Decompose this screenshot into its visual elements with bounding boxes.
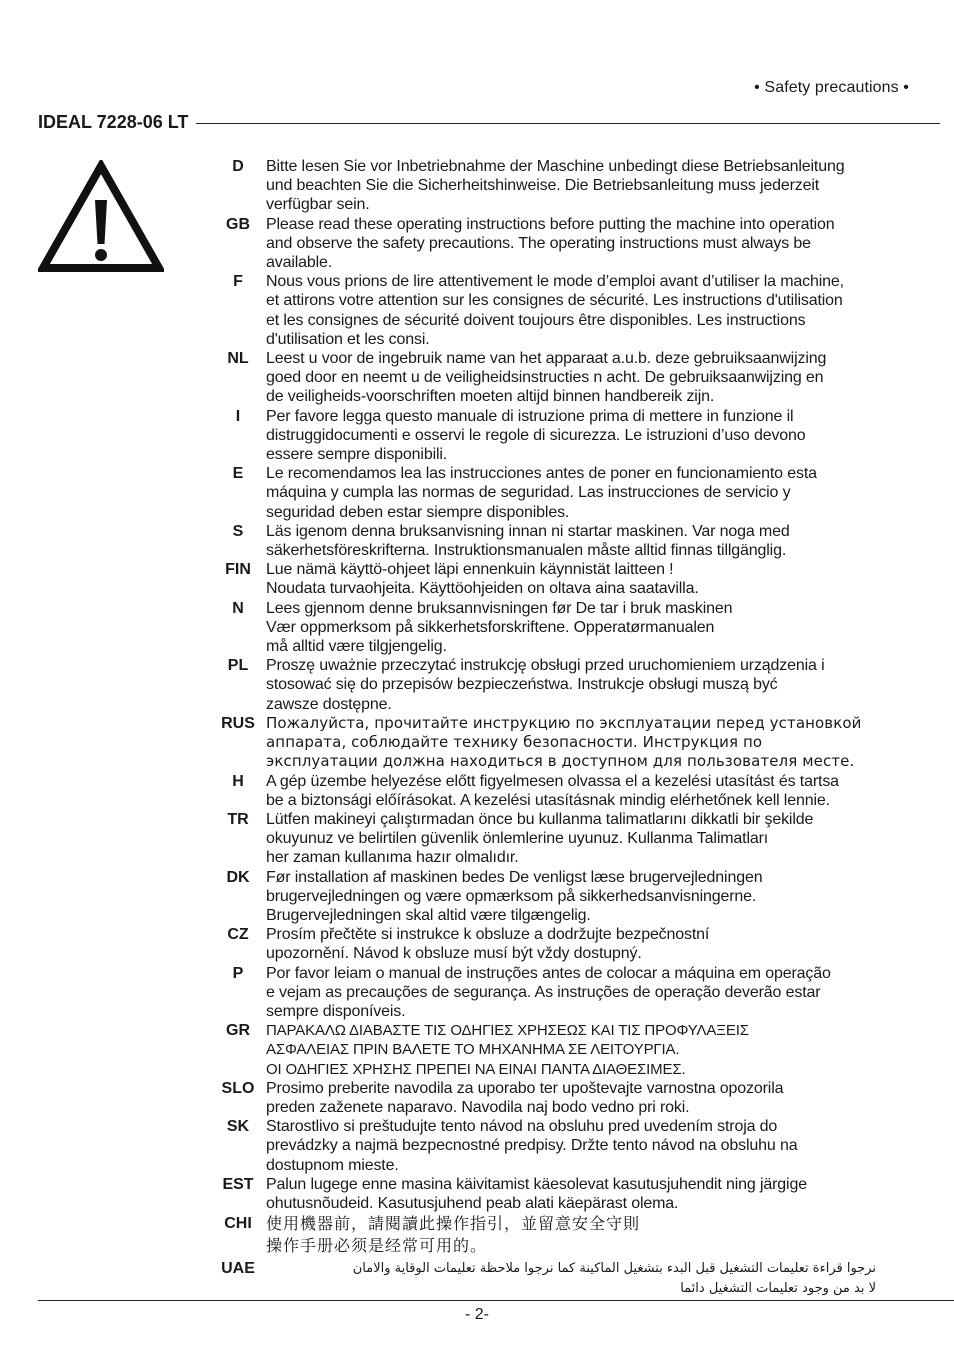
language-code: TR — [227, 810, 249, 828]
language-code: CZ — [227, 926, 249, 944]
instruction-text: Please read these operating instructions before putting the machine into operation and observe the safety precautions. The operating instructions must always be available. — [266, 215, 835, 272]
language-code: RUS — [221, 714, 255, 732]
instruction-text: Lue nämä käyttö-ohjeet läpi ennenkuin käynnistät laitteen ! Noudata turvaohjeita. Käyttöohjeiden on oltava aina saatavilla. — [266, 561, 699, 598]
instruction-text: ΠΑΡΑΚΑΛΩ ΔΙΑΒΑΣΤΕ ΤΙΣ ΟΔΗΓΙΕΣ ΧΡΗΣΕΩΣ ΚΑΙ ΤΙΣ ΠΡΟΦΥΛΑΞΕΙΣ ΑΣΦΑΛΕΙΑΣ ΠΡΙΝ ΒΑΛΕΤΕ ΤΟ ΜΗΧΑΝΗΜΑ ΣΕ ΛΕΙΤΟΥΡΓΙΑ. ΟΙ ΟΔΗΓΙΕΣ ΧΡΗΣΗΣ ΠΡΕΠΕΙ ΝΑ ΕΙΝΑΙ ΠΑΝΤΑ ΔΙΑΘΕΣΙΜΕΣ. — [266, 1022, 749, 1078]
instruction-text: Proszę uważnie przeczytać instrukcję obsługi przed uruchomieniem urządzenia i stosować się do przepisów bezpieczeństwa. Instrukcje obsługi muszą być zawsze dostępne. — [266, 657, 825, 713]
language-code: NL — [227, 350, 249, 368]
language-code: PL — [227, 657, 249, 675]
language-code: GB — [226, 215, 250, 233]
instruction-text: نرجوا قراءة تعليمات التشغيل قبل البدء بتشغيل الماكينة كما نرجوا ملاحظة تعليمات الوقاية والامان لا بد من وجود تعليمات التشغيل دائما — [352, 1261, 876, 1297]
instruction-text: Prosimo preberite navodila za uporabo ter upoštevajte varnostna opozorila preden zaženete naparavo. Navodila naj bodo vedno pri roki. — [266, 1079, 784, 1116]
instruction-text: 使用機器前，請閱讀此操作指引，並留意安全守則 操作手册必须是经常可用的。 — [266, 1214, 641, 1256]
section-title: • Safety precautions • — [754, 79, 909, 96]
instruction-text: Lees gjennom denne bruksannvisningen før De tar i bruk maskinen Vær oppmerksom på sikkerhetsforskriftene. Opperatørmanualen må alltid være tilgjengelig. — [266, 599, 733, 656]
language-code: N — [232, 599, 244, 617]
instruction-entry-pl — [210, 656, 934, 714]
instruction-entry-p — [210, 964, 934, 1022]
language-code: SK — [226, 1118, 250, 1136]
language-code: SLO — [221, 1079, 255, 1097]
instruction-text: Por favor leiam o manual de instruções antes de colocar a máquina em operação e vejam as precauções de segurança. As instruções de operação deverão estar sempre disponíveis. — [266, 964, 831, 1020]
language-code: CHI — [224, 1215, 252, 1233]
instruction-entry-gb — [210, 215, 934, 273]
instruction-text: Bitte lesen Sie vor Inbetriebnahme der Maschine unbedingt diese Betriebsanleitung und beachten Sie die Sicherheitshinweise. Die Betriebsanleitung muss jederzeit verfügbar sein. — [266, 158, 845, 214]
instruction-entry-d — [210, 157, 934, 215]
language-code: DK — [226, 868, 250, 886]
language-code: EST — [222, 1175, 254, 1193]
instruction-entry-dk — [210, 868, 934, 926]
instruction-text: Lütfen makineyi çalıştırmadan önce bu kullanma talimatlarını dikkatli bir şekilde okuyunuz ve belirtilen güvenlik önlemlerine uyunuz. Kullanma Talimatları her zaman kullanıma hazır olmalıdır. — [266, 810, 814, 867]
instruction-entry-slo — [210, 1079, 934, 1117]
language-code: H — [232, 772, 244, 790]
safety-instructions-list — [210, 157, 934, 1299]
language-code: UAE — [221, 1260, 255, 1278]
page-number: - 2- — [465, 1306, 489, 1323]
instruction-text: Le recomendamos lea las instrucciones antes de poner en funcionamiento esta máquina y cumpla las normas de seguridad. Las instrucciones de servicio y seguridad deben estar siempre disponibles. — [266, 465, 817, 521]
document-header — [38, 111, 940, 133]
language-code: GR — [226, 1022, 250, 1040]
instruction-entry-rus — [210, 714, 934, 772]
instruction-text: Läs igenom denna bruksanvisning innan ni startar maskinen. Var noga med säkerhetsföreskrifterna. Instruktionsmanualen måste alltid finnas tillgänglig. — [266, 522, 790, 560]
language-code: I — [235, 407, 241, 425]
instruction-text: Nous vous prions de lire attentivement le mode d’emploi avant d’utiliser la machine, et attirons votre attention sur les consignes de sécurité. Les instructions d'utilisation et les consignes de sécurité doivent toujours être disponibles. Les instructions d'utilisation et les consi. — [266, 273, 844, 348]
instruction-text: Leest u voor de ingebruik name van het apparaat a.u.b. deze gebruiksaanwijzing goed door en neemt u de veiligheidsinstructies n acht. De gebruiksaanwijzing en de veiligheids-voorschriften moeten altijd binnen handbereik zijn. — [266, 350, 827, 406]
instruction-entry-nl — [210, 349, 934, 407]
instruction-text: Starostlivo si preštudujte tento návod na obsluhu pred uvedením stroja do prevádzky a najmä bezpecnostné predpisy. Držte tento návod na obsluhu na dostupnom mieste. — [266, 1118, 798, 1174]
warning-triangle-icon — [38, 160, 164, 272]
language-code: E — [232, 465, 244, 483]
instruction-entry-n — [210, 599, 934, 657]
instruction-entry-h — [210, 772, 934, 810]
instruction-entry-est — [210, 1175, 934, 1213]
language-code: S — [232, 522, 244, 540]
language-code: F — [233, 273, 243, 291]
instruction-entry-f — [210, 272, 934, 349]
instruction-text: Пожалуйста, прочитайте инструкцию по эксплуатации перед установкой аппарата, соблюдайте технику безопасности. Инструкция по эксплуатации должна находиться в доступном для пользователя месте. — [266, 713, 862, 771]
instruction-text: Palun lugege enne masina käivitamist käesolevat kasutusjuhendit ning järgige ohutusnõudeid. Kasutusjuhend peab alati käepärast olema. — [266, 1175, 807, 1212]
language-code: D — [232, 158, 244, 175]
instruction-text: A gép üzembe helyezése előtt figyelmesen olvassa el a kezelési utasítást és tartsa be a biztonsági előírásokat. A kezelési utasításnak mindig elérhetőnek kell lennie. — [266, 772, 839, 809]
instruction-text: Per favore legga questo manuale di istruzione prima di mettere in funzione il distruggidocumenti e osservi le regole di sicurezza. Le istruzioni d’uso devono essere sempre disponibili. — [266, 407, 806, 464]
instruction-entry-uae — [210, 1259, 934, 1299]
instruction-entry-sk — [210, 1117, 934, 1175]
language-code: P — [232, 964, 244, 982]
instruction-entry-fin — [210, 560, 934, 598]
instruction-entry-e — [210, 464, 934, 522]
instruction-entry-gr — [210, 1021, 934, 1079]
instruction-entry-tr — [210, 810, 934, 868]
footer-divider — [38, 1300, 954, 1301]
instruction-entry-s — [210, 522, 934, 560]
language-code: FIN — [225, 561, 251, 579]
instruction-entry-cz — [210, 925, 934, 963]
instruction-entry-chi — [210, 1213, 934, 1257]
model-name: IDEAL 7228-06 LT — [38, 111, 189, 132]
instruction-text: Prosím přečtěte si instrukce k obsluze a dodržujte bezpečnostní upozornění. Návod k obsluze musí být vždy dostupný. — [266, 926, 710, 963]
header-divider — [196, 123, 940, 124]
instruction-entry-i — [210, 407, 934, 465]
instruction-text: Før installation af maskinen bedes De venligst læse brugervejledningen brugervejledningen og være opmærksom på sikkerhedsanvisningerne. Brugervejledningen skal altid være tilgængelig. — [266, 868, 763, 924]
